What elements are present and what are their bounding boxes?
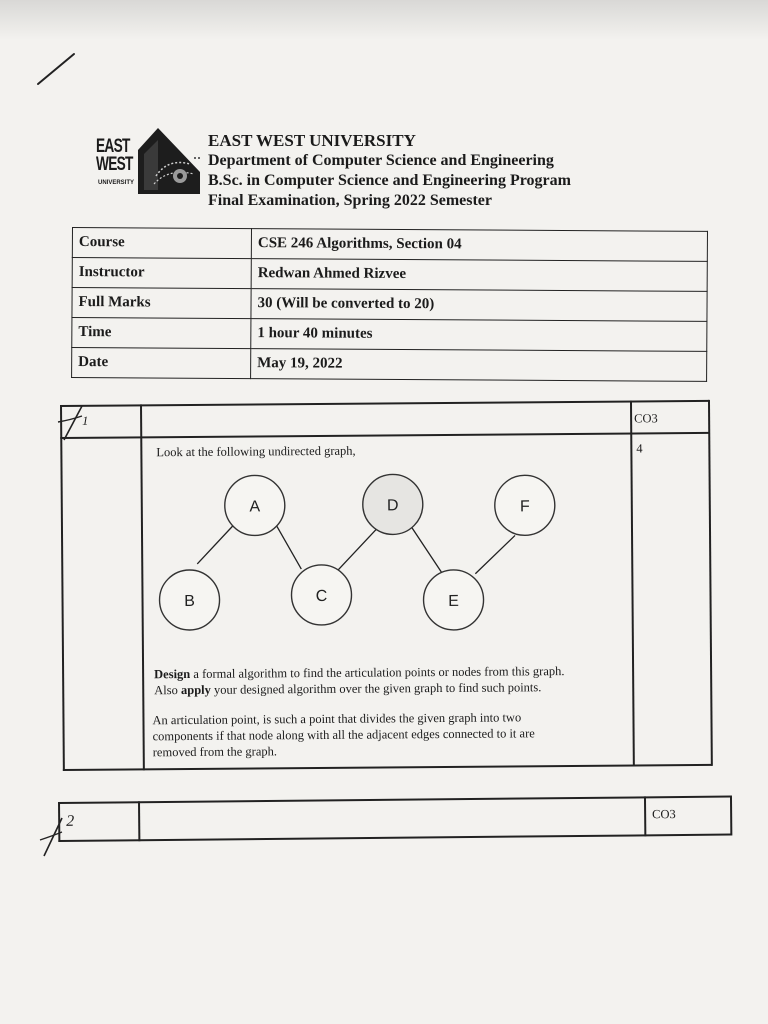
question-1-task-line-1: Design a formal algorithm to find the articulation points or nodes from this graph. xyxy=(154,664,565,682)
exam-name: Final Examination, Spring 2022 Semester xyxy=(208,192,493,209)
table-row xyxy=(72,318,707,352)
course-label: Course xyxy=(72,228,251,259)
logo-subtext: UNIVERSITY xyxy=(98,180,135,186)
university-logo xyxy=(96,128,204,194)
question-1-box xyxy=(60,400,712,771)
date-label: Date xyxy=(72,348,251,379)
course-info-table xyxy=(71,227,708,382)
program-name: B.Sc. in Computer Science and Engineering Program xyxy=(208,172,571,189)
full-marks-value: 30 (Will be converted to 20) xyxy=(251,289,707,322)
node-d-label: D xyxy=(386,497,399,515)
node-e-label: E xyxy=(448,592,459,610)
department-name: Department of Computer Science and Engineering xyxy=(208,152,554,169)
question-1-co: CO3 xyxy=(634,411,658,426)
question-1-marks: 4 xyxy=(636,441,643,456)
edge-e-f xyxy=(475,535,515,573)
pen-check-mark xyxy=(34,48,84,88)
emblem-icon xyxy=(138,128,200,194)
table-row xyxy=(72,228,707,262)
instructor-value: Redwan Ahmed Rizvee xyxy=(251,259,707,292)
edge-a-b xyxy=(197,524,235,564)
edge-c-d xyxy=(337,529,377,571)
question-2-co: CO3 xyxy=(652,807,676,822)
date-value: May 19, 2022 xyxy=(251,349,707,382)
edge-a-c xyxy=(273,519,301,569)
table-row xyxy=(72,348,707,382)
edge-d-e xyxy=(411,526,441,572)
question-1-task-line-2: Also apply your designed algorithm over the given graph to find such points. xyxy=(154,680,542,698)
table-row xyxy=(72,258,707,292)
question-2-number: 2 xyxy=(66,812,75,830)
node-b-label: B xyxy=(184,592,195,611)
university-name: EAST WEST UNIVERSITY xyxy=(208,131,416,150)
undirected-graph xyxy=(151,467,572,640)
page-shadow xyxy=(0,0,768,40)
node-f-label: F xyxy=(519,498,530,516)
question-1-intro: Look at the following undirected graph, xyxy=(156,443,356,460)
time-value: 1 hour 40 minutes xyxy=(251,319,707,352)
instructor-label: Instructor xyxy=(72,258,251,289)
question-1-definition-line-3: removed from the graph. xyxy=(152,744,278,760)
question-1-number: 1 xyxy=(82,413,89,428)
node-a-label: A xyxy=(249,498,261,516)
question-2-box xyxy=(58,796,731,842)
question-1-definition-line-1: An articulation point, is such a point that divides the given graph into two xyxy=(152,710,522,728)
table-row xyxy=(72,288,707,322)
question-1-definition-line-2: components if that node along with all the adjacent edges connected to it are xyxy=(152,726,535,744)
logo-wordmark: EAST WEST xyxy=(96,136,133,175)
full-marks-label: Full Marks xyxy=(72,288,251,319)
time-label: Time xyxy=(72,318,251,349)
node-c-label: C xyxy=(315,587,328,605)
course-value: CSE 246 Algorithms, Section 04 xyxy=(251,229,707,262)
exam-header xyxy=(208,131,571,211)
